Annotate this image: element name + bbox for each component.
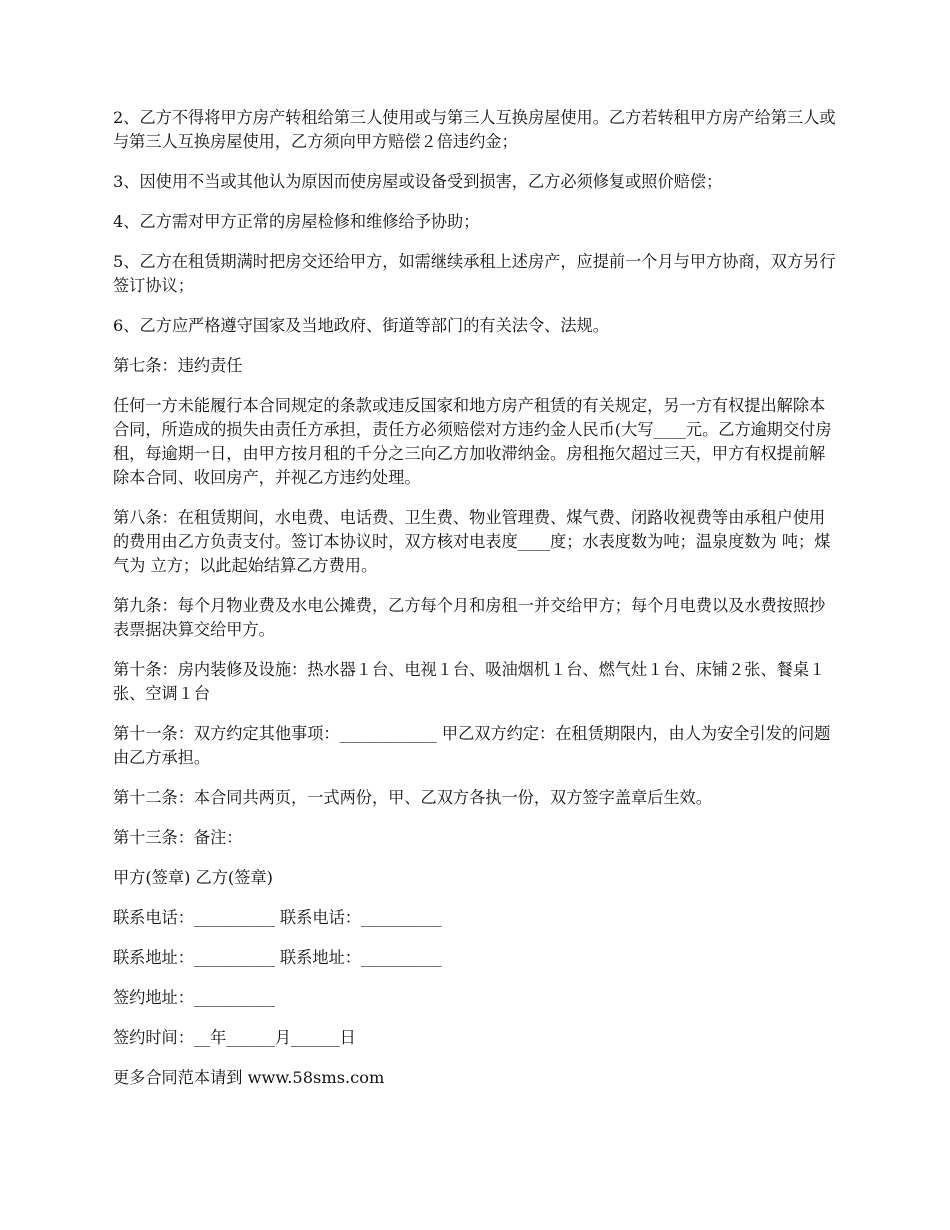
document-body [113,106,841,1106]
article-13: 第十三条：备注： [113,828,243,847]
signing-address-line: 签约地址：__________ [113,988,275,1007]
clause-3-damage: 3、因使用不当或其他认为原因而使房屋或设备受到损害，乙方必须修复或照价赔偿； [113,172,723,191]
footer-link-text: 更多合同范本请到 www.58sms.com [113,1068,385,1087]
signing-date-line: 签约时间：__年______月______日 [113,1028,356,1047]
contact-phone-line: 联系电话：__________ 联系电话：__________ [113,908,442,927]
article-11: 第十一条：双方约定其他事项：____________ 甲乙双方约定：在租赁期限内，由人为安全引发的问题由乙方承担。 [113,724,831,767]
clause-4-repair: 4、乙方需对甲方正常的房屋检修和维修给予协助； [113,212,480,231]
signature-line: 甲方(签章) 乙方(签章) [113,868,273,887]
article-9: 第九条：每个月物业费及水电公摊费，乙方每个月和房租一并交给甲方；每个月电费以及水费按照抄表票据决算交给甲方。 [113,596,826,639]
contact-address-line: 联系地址：__________ 联系地址：__________ [113,948,442,967]
article-7-heading: 第七条：违约责任 [113,356,243,375]
clause-6-laws: 6、乙方应严格遵守国家及当地政府、街道等部门的有关法令、法规。 [113,316,609,335]
article-10: 第十条：房内装修及设施：热水器１台、电视１台、吸油烟机１台、燃气灶１台、床铺２张、餐桌１张、空调１台 [113,660,826,703]
clause-2-sublet: 2、乙方不得将甲方房产转租给第三人使用或与第三人互换房屋使用。乙方若转租甲方房产给第三人或与第三人互换房屋使用，乙方须向甲方赔偿２倍违约金； [113,108,836,151]
article-7-body: 任何一方未能履行本合同规定的条款或违反国家和地方房产租赁的有关规定，另一方有权提出解除本合同，所造成的损失由责任方承担，责任方必须赔偿对方违约金人民币(大写____元。乙方逾期交付房租，每逾期一日，由甲方按月租的千分之三向乙方加收滞纳金。房租拖欠超过三天，甲方有权提前解除本合同、收回房产，并视乙方违约处理。 [113,396,832,487]
clause-5-return: 5、乙方在租赁期满时把房交还给甲方，如需继续承租上述房产，应提前一个月与甲方协商，双方另行签订协议； [113,252,836,295]
article-12: 第十二条：本合同共两页，一式两份，甲、乙双方各执一份，双方签字盖章后生效。 [113,788,712,807]
article-8: 第八条：在租赁期间，水电费、电话费、卫生费、物业管理费、煤气费、闭路收视费等由承租户使用的费用由乙方负责支付。签订本协议时，双方核对电表度____度；水表度数为吨；温泉度数为 吨；煤气为 立方；以此起始结算乙方费用。 [113,508,831,575]
